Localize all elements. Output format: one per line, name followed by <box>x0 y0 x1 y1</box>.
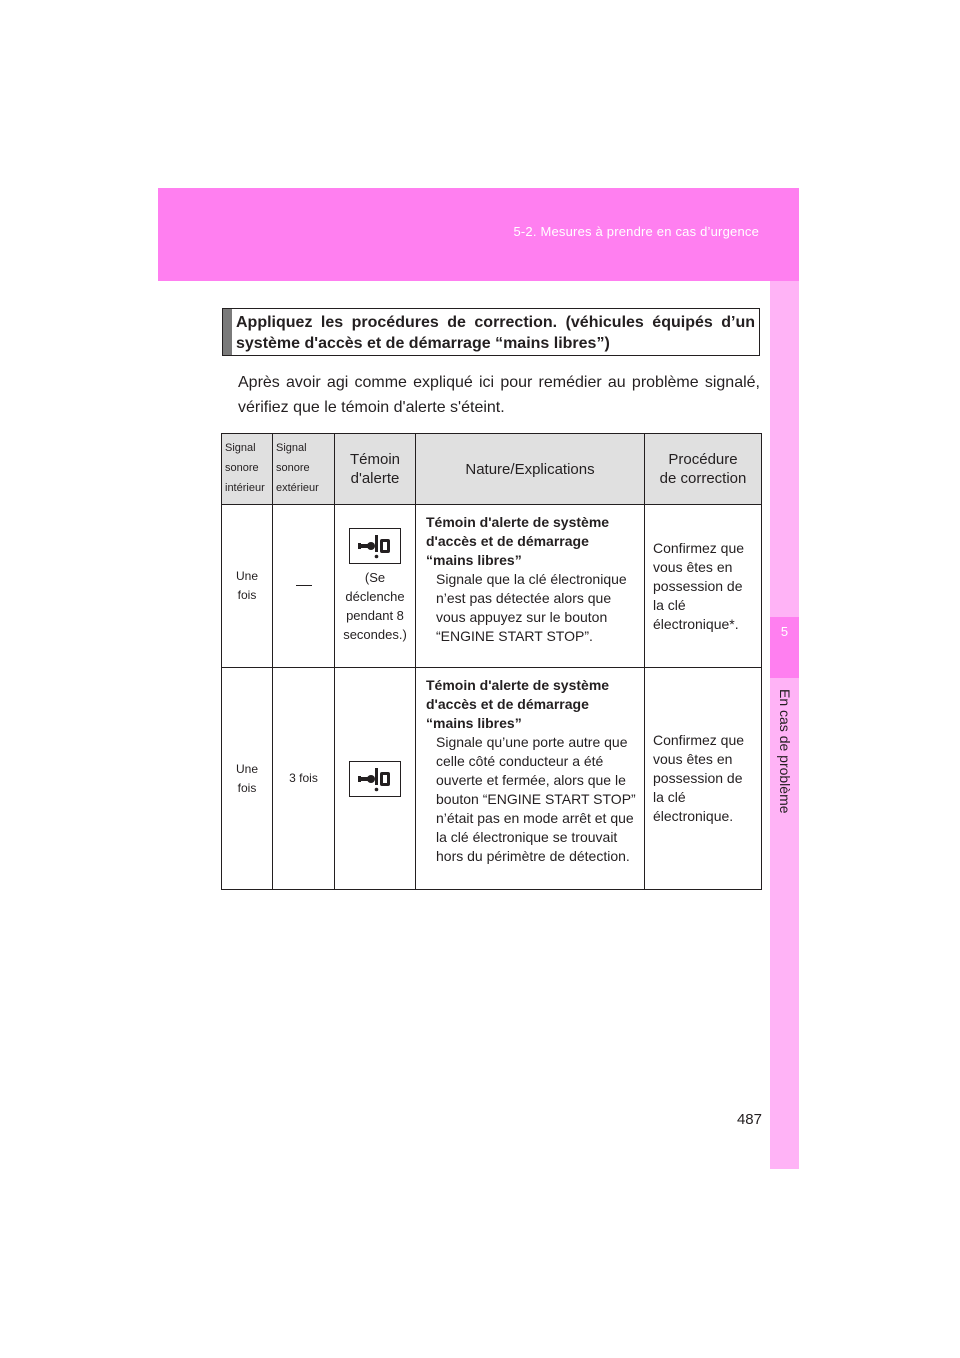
header-text: Témoin <box>349 451 401 468</box>
cell-text: fois <box>237 780 257 795</box>
header-text: d'alerte <box>350 470 400 487</box>
chapter-number: 5 <box>780 624 789 639</box>
nature-title: Témoin d'alerte de système d'accès et de démarrage “mains libres” <box>426 514 610 568</box>
cell-text: (Se <box>364 570 386 585</box>
cell-text: Une <box>235 761 258 776</box>
interior-buzzer-cell <box>222 505 273 668</box>
header-text: sonore <box>225 462 259 474</box>
section-heading: Appliquez les procédures de correction. (véhicules équipés d’un système d'accès et de démarrage “mains libres”) <box>236 314 755 352</box>
warning-light-cell <box>335 668 416 890</box>
section-heading-bar <box>223 309 232 355</box>
header-text: Signal <box>276 442 307 454</box>
key-warning-icon <box>349 528 401 564</box>
cell-text: déclenche <box>345 589 405 604</box>
header-text: Procédure <box>668 451 738 468</box>
cell-text: fois <box>237 588 257 602</box>
header-text: sonore <box>276 462 310 474</box>
header-procedure <box>645 434 762 505</box>
chapter-side-label-text: En cas de problème <box>777 689 793 814</box>
exterior-buzzer-cell <box>273 505 335 668</box>
interior-buzzer-cell <box>222 668 273 890</box>
header-text: Signal <box>225 442 256 454</box>
header-text: de correction <box>659 470 747 487</box>
warning-table <box>221 433 762 890</box>
table-row <box>222 668 762 890</box>
key-warning-icon <box>349 761 401 797</box>
header-text: intérieur <box>225 482 265 494</box>
cell-text: Une <box>235 569 258 583</box>
warning-light-cell <box>335 505 416 668</box>
chapter-title: 5-2. Mesures à prendre en cas d’urgence <box>513 224 759 239</box>
table-row <box>222 505 762 668</box>
header-warning-light <box>335 434 416 505</box>
header-interior-buzzer <box>222 434 273 505</box>
nature-body: Signale que la clé électronique n’est pas détectée alors que vous appuyez sur le bouton “ENGINE START STOP”. <box>436 571 627 644</box>
chapter-side-tab <box>770 281 799 1169</box>
nature-body: Signale qu’une porte autre que celle côté conducteur a été ouverte et fermée, alors que le bouton “ENGINE START STOP” n’était pas en mode arrêt et que la clé électronique se trouvait hors du périmètre de détection. <box>436 734 636 864</box>
nature-title: Témoin d'alerte de système d'accès et de démarrage “mains libres” <box>426 677 610 731</box>
header-band <box>158 188 799 281</box>
header-text: extérieur <box>276 482 319 494</box>
table-header-row <box>222 434 762 505</box>
procedure-cell: Confirmez que vous êtes en possession de la clé électronique. <box>645 668 762 890</box>
nature-cell <box>416 505 645 668</box>
cell-text: pendant 8 <box>346 608 404 623</box>
header-exterior-buzzer <box>273 434 335 505</box>
header-nature: Nature/Explications <box>416 434 645 505</box>
procedure-cell: Confirmez que vous êtes en possession de la clé électronique*. <box>645 505 762 668</box>
dash-icon <box>296 585 312 586</box>
intro-paragraph: Après avoir agi comme expliqué ici pour remédier au problème signalé, vérifiez que le témoin d'alerte s'éteint. <box>238 374 760 416</box>
nature-cell <box>416 668 645 890</box>
chapter-side-label <box>773 689 797 933</box>
section-heading-box <box>222 308 760 356</box>
page-number: 487 <box>736 1111 762 1128</box>
cell-text: secondes.) <box>343 627 407 642</box>
exterior-buzzer-cell: 3 fois <box>273 668 335 890</box>
